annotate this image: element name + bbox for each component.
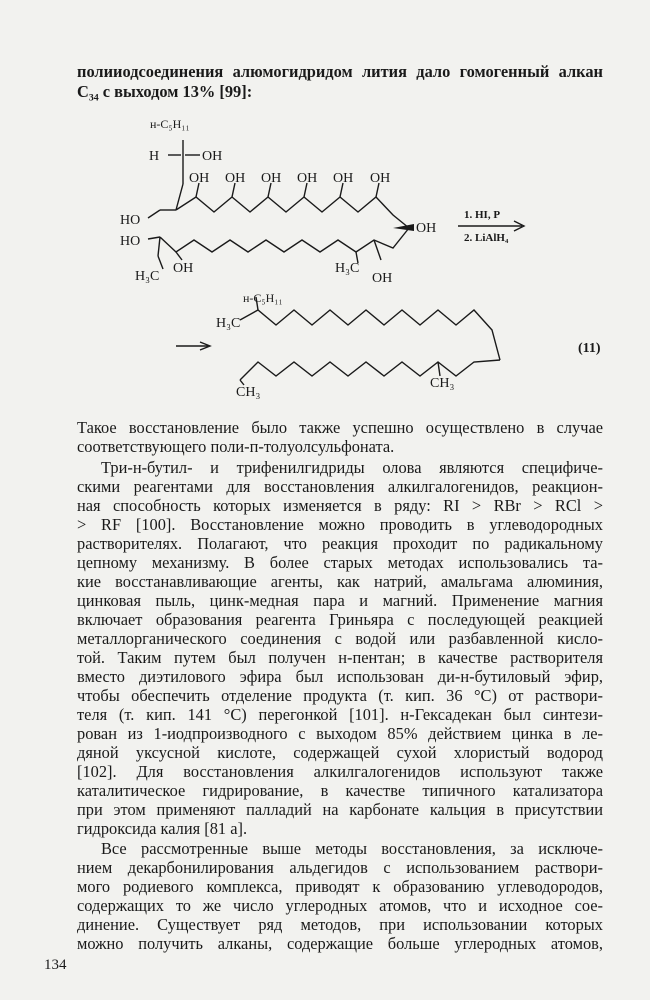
paragraph-line: цинковая пыль, цинк-медная пара и магний. Применение магния: [77, 591, 603, 610]
upper-chain: [176, 197, 409, 228]
paragraph-line: содержащих то же число углеродных атомов, что и исходное сое-: [77, 896, 603, 915]
paragraph-line: при этом применяют палладий на карбонате кальция в присутствии: [77, 800, 603, 819]
oh-label: OH: [261, 171, 282, 186]
ho-label: HO: [120, 213, 141, 228]
paragraph-line: дяной уксусной кислоте, содержащей сухой хлористый водород: [77, 743, 603, 762]
paragraph-line: динение. Существует ряд методов, при использовании которых: [77, 915, 603, 934]
paragraph-line: ная способность которых изменяется в ряду: RI > RBr > RCl >: [77, 496, 603, 515]
oh-label: OH: [202, 149, 223, 164]
page-number: 134: [44, 957, 67, 973]
equation-number: (11): [578, 341, 601, 356]
paragraph-line: каталитическое гидрирование, в качестве типичного катализатора: [77, 781, 603, 800]
paragraph-line: мого родиевого комплекса, приводят к образованию углеводородов,: [77, 877, 603, 896]
paragraph-line: цепному механизму. В более старых методах использовались та-: [77, 553, 603, 572]
paragraph-line: вместо диэтилового эфира был использован ди-н-бутиловый эфир,: [77, 667, 603, 686]
bond: [148, 237, 160, 239]
oh-label: OH: [225, 171, 246, 186]
lower-chain: [160, 228, 409, 252]
product-ch3-label: CH₃: [430, 376, 455, 391]
condition-step-2: 2. LiAlH₄: [464, 232, 509, 244]
paragraph-line: можно получить алканы, содержащие больше углеродных атомов,: [77, 934, 603, 953]
paragraph-line: той. Таким путем был получен н-пентан; в качестве растворителя: [77, 648, 603, 667]
paragraph-line: металлорганического соединения с водой или разбавленной кисло-: [77, 629, 603, 648]
product-lower-chain: [240, 360, 500, 380]
product-ch3-label: CH₃: [236, 385, 261, 400]
oh-label: OH: [333, 171, 354, 186]
bond: [176, 252, 182, 260]
oh-label: OH: [370, 171, 391, 186]
bond: [158, 237, 160, 256]
condition-step-1: 1. HI, P: [464, 209, 501, 221]
wedge-bond: [393, 224, 414, 231]
oh-label: OH: [189, 171, 210, 186]
paragraph-line: соответствующего поли-п-толуолсульфоната.: [77, 437, 395, 456]
product-pentyl-label: н-C₅H₁₁: [243, 291, 283, 305]
ho-label: HO: [120, 234, 141, 249]
pentyl-label: н-C₅H₁₁: [150, 117, 190, 131]
paragraph-line: рован из 1-иодпроизводного с выходом 85% действием цинка в ле-: [77, 724, 603, 743]
paragraph-line: чтобы обеспечить отделение продукта (т. кип. 36 °C) от раствори-: [77, 686, 603, 705]
h3c-label: H₃C: [335, 261, 360, 276]
paragraph-line: Такое восстановление было также успешно осуществлено в случае: [77, 418, 603, 437]
oh-label: OH: [416, 221, 437, 236]
h3c-label: H₃C: [135, 269, 160, 284]
paragraph-line: Все рассмотренные выше методы восстановления, за исключе-: [101, 839, 603, 858]
paragraph-line: нием декарбонилирования альдегидов с использованием раствори-: [77, 858, 603, 877]
paragraph-line: включает образования реагента Гриньяра с последующей реакцией: [77, 610, 603, 629]
intro-line-1: полииодсоединения алюмогидридом лития дало гомогенный алкан: [77, 62, 603, 81]
paragraph-line: теля (т. кип. 141 °C) перегонкой [101]. н-Гексадекан был синтези-: [77, 705, 603, 724]
oh-label: OH: [173, 261, 194, 276]
h-label: H: [149, 149, 160, 164]
paragraph-line: скими реагентами для восстановления алкилгалогенидов, реакцион-: [77, 477, 603, 496]
product-upper-chain: [240, 310, 500, 360]
oh-label: OH: [297, 171, 318, 186]
paragraph-line: > RF [100]. Восстановление можно проводить в углеводородных: [77, 515, 603, 534]
paragraph-line: кие восстанавливающие агенты, как натрий, амальгама алюминия,: [77, 572, 603, 591]
paragraph-line: гидроксида калия [81 а].: [77, 819, 248, 838]
paragraph-line: Три-н-бутил- и трифенилгидриды олова являются специфиче-: [101, 458, 603, 477]
oh-label: OH: [372, 271, 393, 286]
bond: [158, 256, 163, 269]
reaction-scheme: [0, 100, 650, 410]
product-h3c-label: H₃C: [216, 316, 241, 331]
paragraph-line: растворителях. Полагают, что реакция проходит по радикальному: [77, 534, 603, 553]
bond: [148, 210, 160, 218]
intro-line-2: C₃₄ с выходом 13% [99]:: [77, 82, 253, 101]
paragraph-line: [102]. Для восстановления алкилгалогенидов используют также: [77, 762, 603, 781]
